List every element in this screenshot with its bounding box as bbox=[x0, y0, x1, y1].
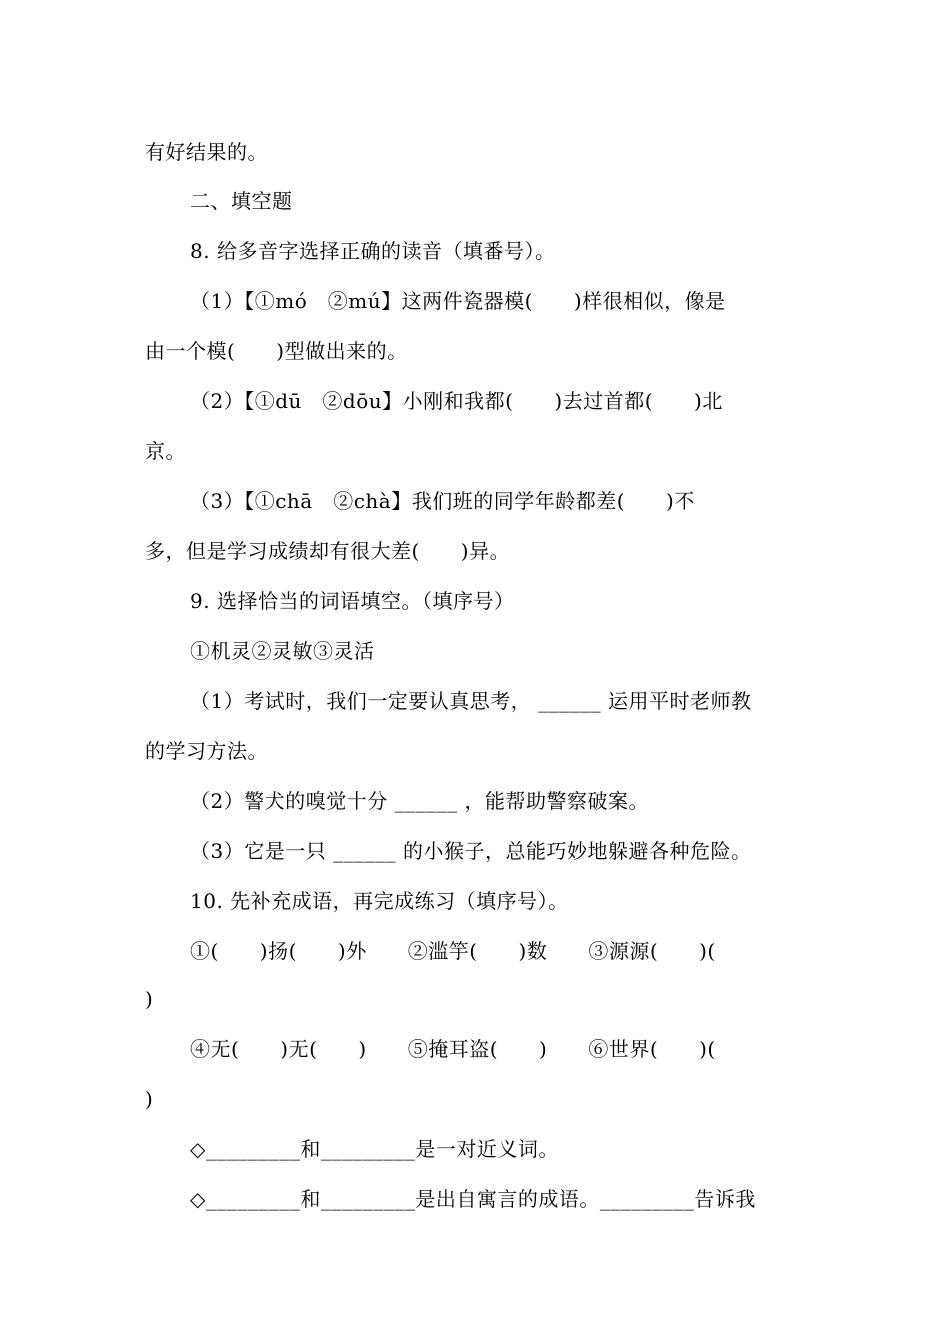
text-line-continuation: 有好结果的。 bbox=[145, 140, 268, 164]
question-8-title: 8. 给多音字选择正确的读音（填番号）。 bbox=[190, 239, 556, 263]
question-8-part-1-cont: 由一个模( )型做出来的。 bbox=[145, 339, 408, 363]
question-9-title: 9. 选择恰当的词语填空。（填序号） bbox=[190, 589, 515, 613]
question-10-idioms-row-2: ④无( )无( ) ⑤掩耳盗( ) ⑥世界( )( bbox=[190, 1037, 716, 1061]
question-8-part-3: （3）【①chā ②chà】我们班的同学年龄都差( )不 bbox=[190, 489, 695, 513]
question-10-idioms-row-1: ①( )扬( )外 ②滥竽( )数 ③源源( )( bbox=[190, 939, 716, 963]
question-10-title: 10. 先补充成语，再完成练习（填序号）。 bbox=[190, 889, 569, 913]
question-8-part-1: （1）【①mó ②mú】这两件瓷器模( )样很相似，像是 bbox=[190, 289, 726, 313]
question-10-fable-item: ◇_________和_________是出自寓言的成语。_________告诉我 bbox=[190, 1187, 756, 1211]
section-heading-fill-in: 二、填空题 bbox=[190, 189, 293, 213]
question-8-part-2: （2）【①dū ②dōu】小刚和我都( )去过首都( )北 bbox=[190, 389, 723, 413]
question-9-part-1: （1）考试时，我们一定要认真思考， ______ 运用平时老师教 bbox=[190, 689, 752, 713]
question-8-part-3-cont: 多，但是学习成绩却有很大差( )异。 bbox=[145, 539, 511, 563]
question-9-options: ①机灵②灵敏③灵活 bbox=[190, 639, 375, 663]
question-8-part-2-cont: 京。 bbox=[145, 439, 186, 463]
question-9-part-3: （3）它是一只 ______ 的小猴子，总能巧妙地躲避各种危险。 bbox=[190, 839, 752, 863]
question-9-part-2: （2）警犬的嗅觉十分 ______ ，能帮助警察破案。 bbox=[190, 789, 649, 813]
question-10-synonym-item: ◇_________和_________是一对近义词。 bbox=[190, 1137, 559, 1161]
question-10-idioms-row-1-cont: ) bbox=[145, 987, 154, 1011]
question-10-idioms-row-2-cont: ) bbox=[145, 1087, 154, 1111]
question-9-part-1-cont: 的学习方法。 bbox=[145, 739, 268, 763]
